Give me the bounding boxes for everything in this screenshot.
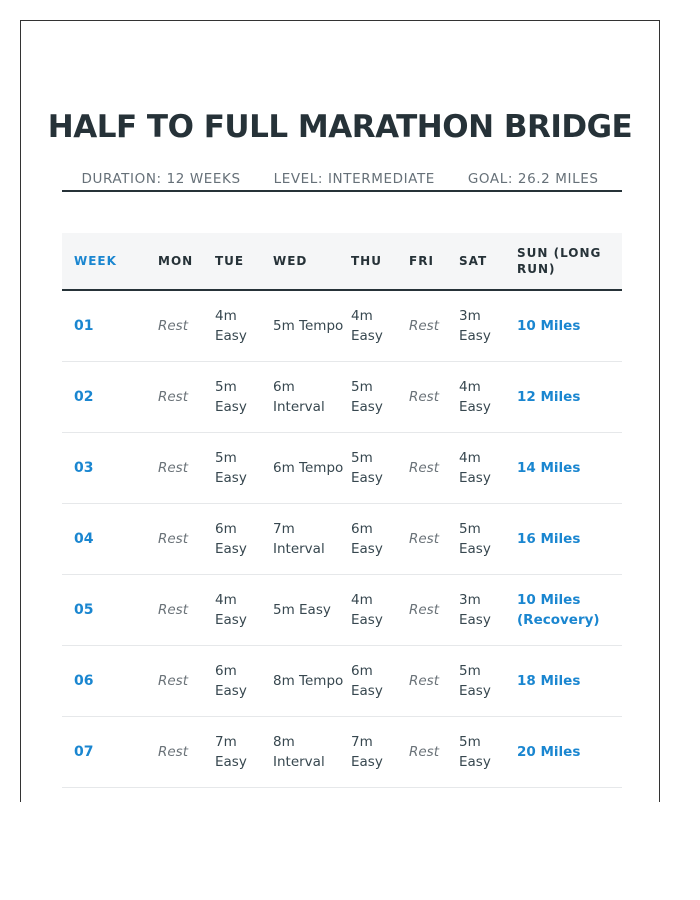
cell-sun-long-run: 16 Miles [517, 531, 581, 547]
cell-thu: 6m Easy [351, 663, 383, 699]
table-row [62, 646, 622, 717]
cell-sun-long-run: 18 Miles [517, 673, 581, 689]
cell-tue: 6m Easy [215, 663, 247, 699]
training-schedule-table [62, 233, 622, 788]
cell-thu: 5m Easy [351, 450, 383, 486]
cell-mon: Rest [158, 318, 189, 334]
cell-fri: Rest [409, 318, 440, 334]
week-number: 04 [74, 531, 94, 547]
cell-tue: 4m Easy [215, 308, 247, 344]
week-number: 05 [74, 602, 94, 618]
cell-sat: 5m Easy [459, 663, 491, 699]
cell-mon: Rest [158, 744, 189, 760]
table-row [62, 291, 622, 362]
cell-fri: Rest [409, 531, 440, 547]
table-body [62, 291, 622, 788]
cell-tue: 5m Easy [215, 450, 247, 486]
cell-fri: Rest [409, 460, 440, 476]
week-number: 03 [74, 460, 94, 476]
cell-mon: Rest [158, 389, 189, 405]
cell-thu: 6m Easy [351, 521, 383, 557]
week-number: 02 [74, 389, 94, 405]
cell-sat: 3m Easy [459, 308, 491, 344]
cell-sat: 4m Easy [459, 450, 491, 486]
cell-sat: 5m Easy [459, 734, 491, 770]
cell-tue: 5m Easy [215, 379, 247, 415]
cell-mon: Rest [158, 673, 189, 689]
cell-sun-long-run: 20 Miles [517, 744, 581, 760]
cell-sun-long-run: 10 Miles [517, 318, 581, 334]
cell-sat: 3m Easy [459, 592, 491, 628]
cell-wed: 6m Tempo [273, 460, 344, 476]
cell-tue: 4m Easy [215, 592, 247, 628]
column-header-mon: MON [158, 254, 194, 268]
cell-thu: 4m Easy [351, 308, 383, 344]
table-row [62, 575, 622, 646]
cell-thu: 4m Easy [351, 592, 383, 628]
week-number: 06 [74, 673, 94, 689]
cell-sat: 4m Easy [459, 379, 491, 415]
cell-mon: Rest [158, 531, 189, 547]
cell-sun-long-run: 10 Miles (Recovery) [517, 592, 600, 628]
cell-fri: Rest [409, 602, 440, 618]
cell-sat: 5m Easy [459, 521, 491, 557]
title-divider [62, 190, 622, 192]
cell-mon: Rest [158, 460, 189, 476]
cell-sun-long-run: 12 Miles [517, 389, 581, 405]
column-header-wed: WED [273, 254, 308, 268]
cell-tue: 6m Easy [215, 521, 247, 557]
meta-goal: GOAL: 26.2 MILES [467, 171, 599, 187]
plan-meta [21, 171, 659, 187]
table-header [62, 233, 622, 291]
cell-sun-long-run: 14 Miles [517, 460, 581, 476]
cell-fri: Rest [409, 673, 440, 689]
table-row [62, 362, 622, 433]
cell-mon: Rest [158, 602, 189, 618]
meta-level: LEVEL: INTERMEDIATE [273, 171, 435, 187]
cell-fri: Rest [409, 744, 440, 760]
cell-wed: 6m Interval [273, 379, 325, 415]
cell-wed: 8m Interval [273, 734, 325, 770]
cell-wed: 5m Easy [273, 602, 331, 618]
week-number: 01 [74, 318, 94, 334]
cell-fri: Rest [409, 389, 440, 405]
cell-thu: 7m Easy [351, 734, 383, 770]
week-number: 07 [74, 744, 94, 760]
cell-tue: 7m Easy [215, 734, 247, 770]
cell-wed: 8m Tempo [273, 673, 344, 689]
table-row [62, 433, 622, 504]
cell-wed: 7m Interval [273, 521, 325, 557]
cell-wed: 5m Tempo [273, 318, 344, 334]
table-row [62, 504, 622, 575]
column-header-thu: THU [351, 254, 382, 268]
cell-thu: 5m Easy [351, 379, 383, 415]
column-header-fri: FRI [409, 254, 434, 268]
column-header-sat: SAT [459, 254, 488, 268]
document-frame [20, 20, 660, 802]
meta-duration: DURATION: 12 WEEKS [81, 171, 241, 187]
column-header-tue: TUE [215, 254, 245, 268]
column-header-week: WEEK [74, 254, 117, 268]
column-header-sun: SUN (LONG RUN) [517, 246, 602, 276]
page-title: HALF TO FULL MARATHON BRIDGE [47, 109, 633, 145]
table-row [62, 717, 622, 788]
